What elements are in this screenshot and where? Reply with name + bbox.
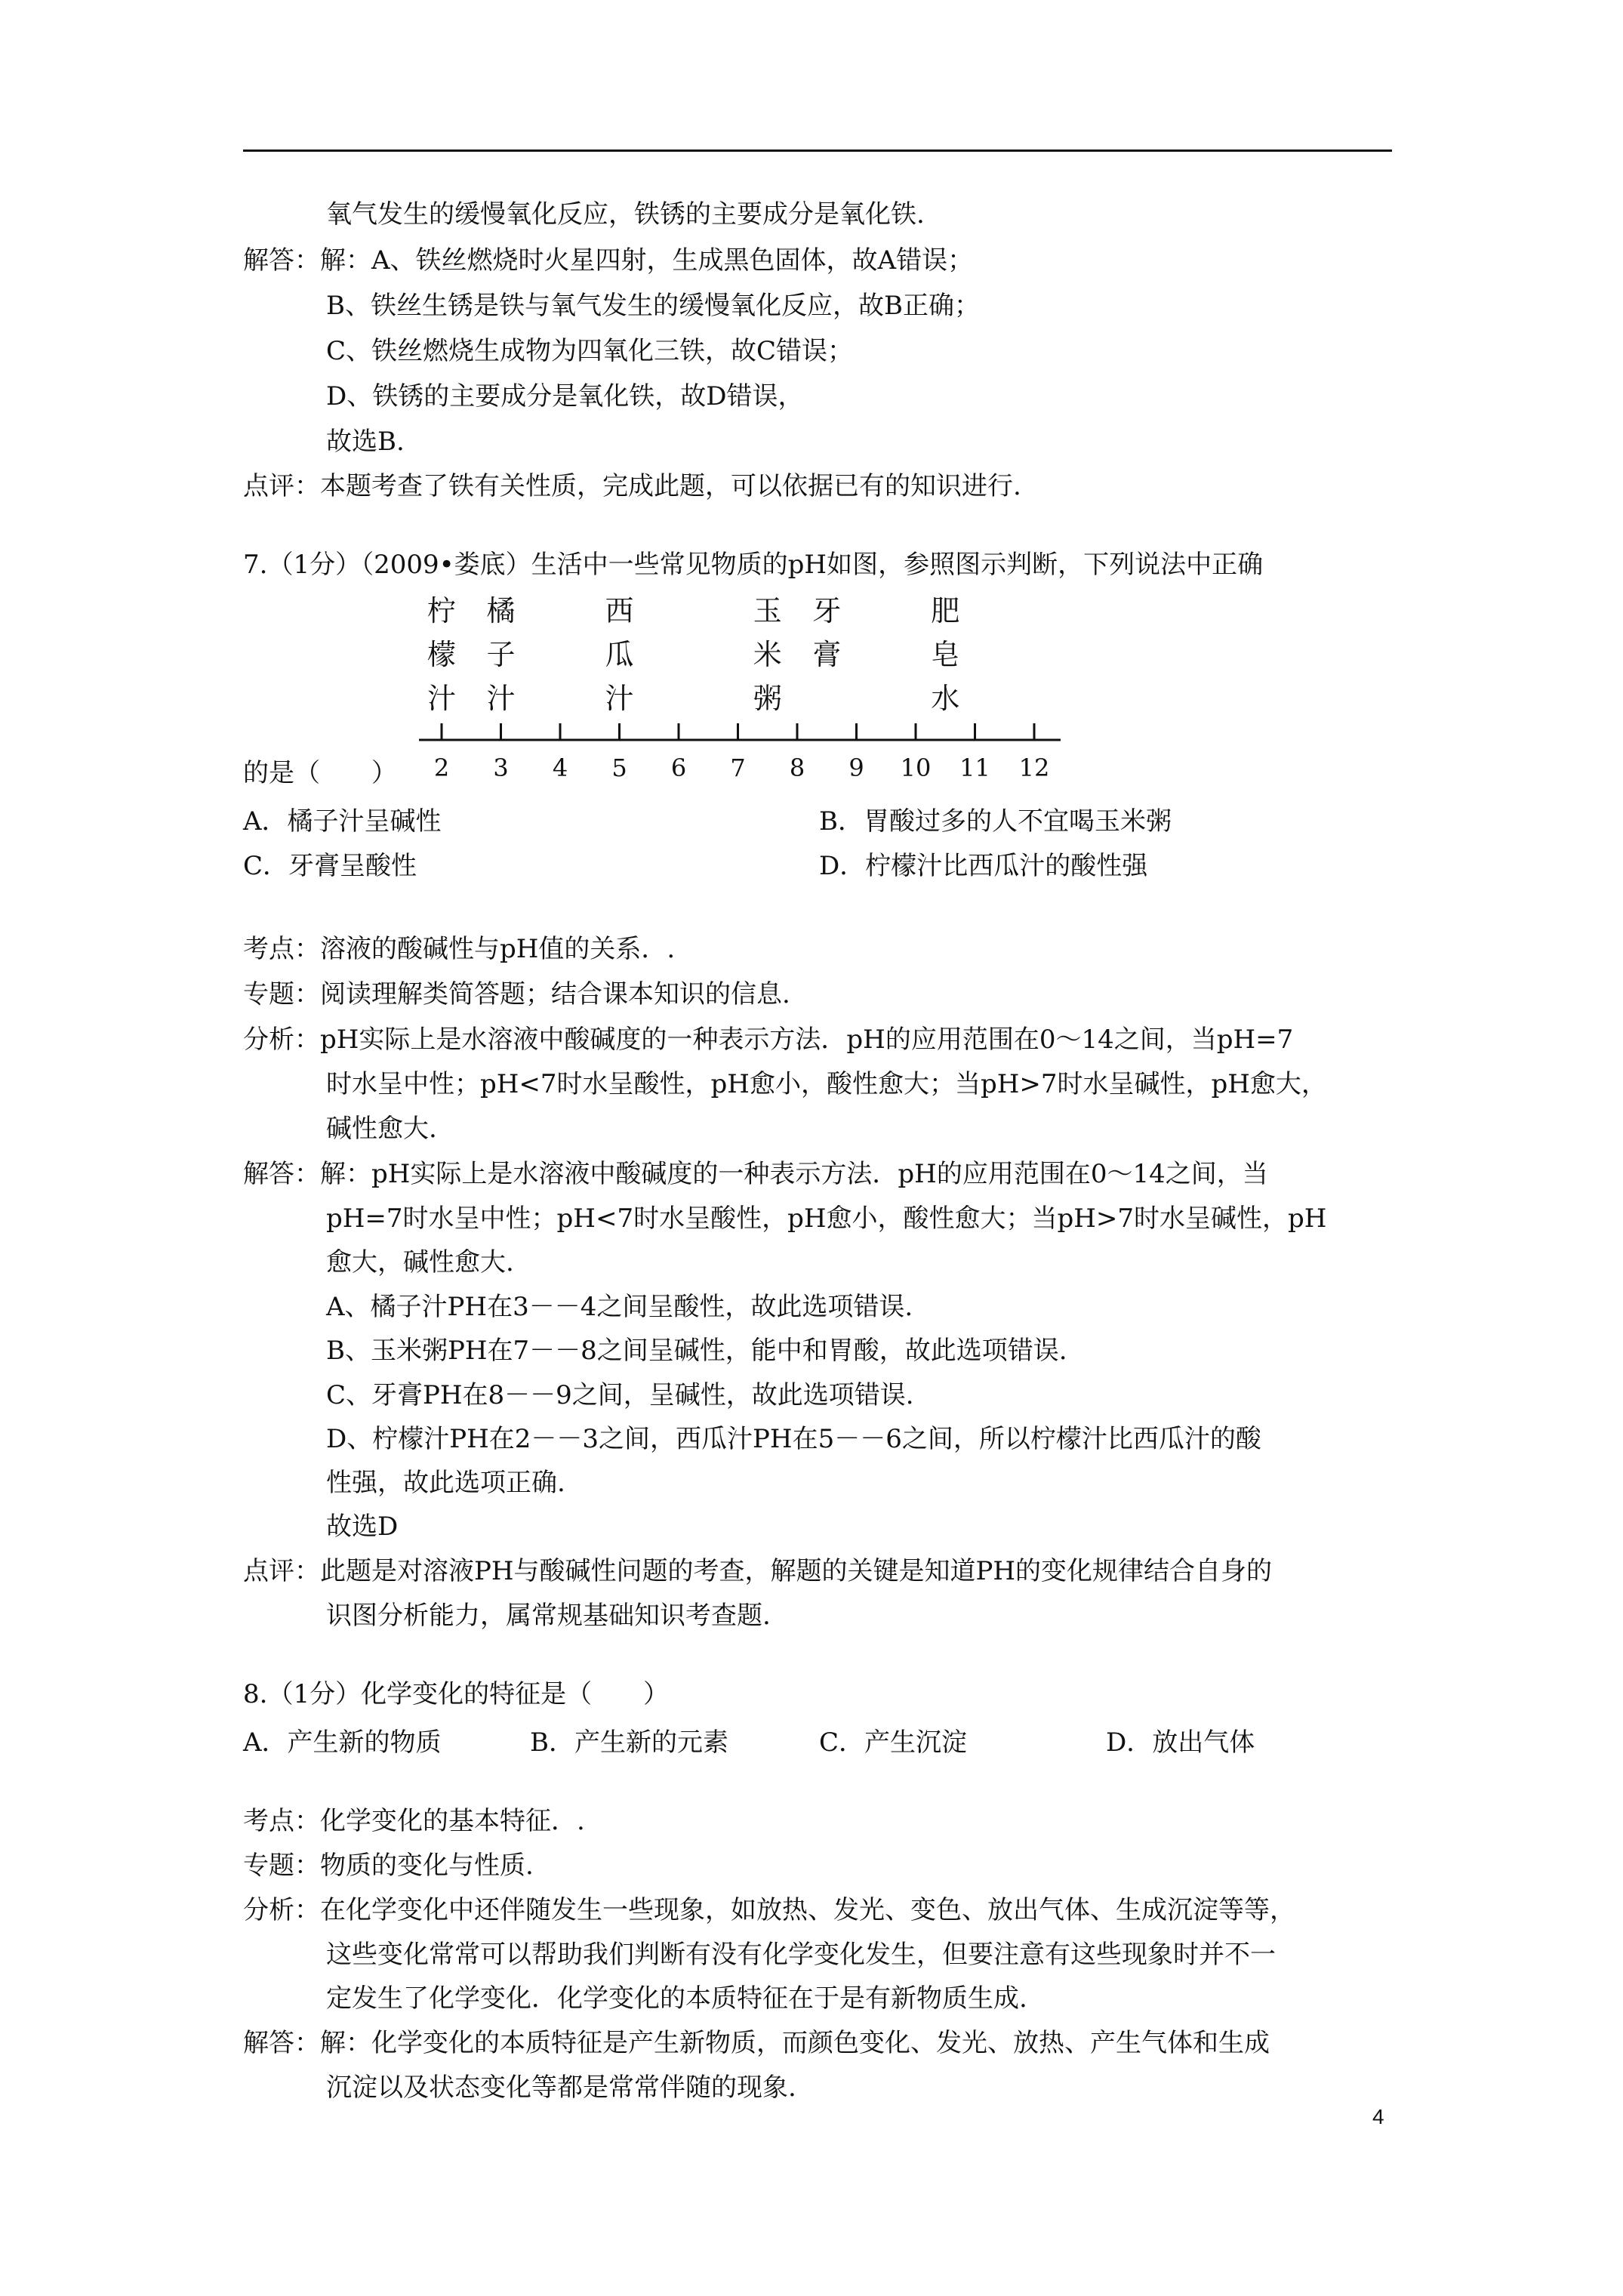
text-line: 碱性愈大. [326,1114,437,1144]
text-line: C、铁丝燃烧生成物为四氧化三铁，故C错误； [326,336,854,366]
ph-tick-label: 5 [611,754,627,782]
ph-scale-figure [419,589,1076,800]
ph-substance-label: 牙 [812,594,842,627]
ph-substance-label: 粥 [753,682,782,715]
text-line: 点评：本题考查了铁有关性质，完成此题，可以依据已有的知识进行. [243,471,1021,501]
text-line: 专题：阅读理解类简答题；结合课本知识的信息. [243,979,790,1009]
ph-substance-label: 子 [486,638,516,671]
option-a: A．产生新的物质 [243,1727,442,1758]
ph-substance-label: 檬 [427,638,457,671]
ph-substance-label: 瓜 [605,638,634,671]
text-line: 分析：pH实际上是水溶液中酸碱度的一种表示方法．pH的应用范围在0～14之间，当pH=7 [243,1025,1294,1055]
question-7-stem-end: 的是（ ） [243,758,397,788]
ph-substance-label: 肥 [931,594,960,627]
text-line: 故选B. [326,427,405,457]
ph-tick-label: 10 [900,754,932,782]
ph-substance-label: 米 [753,638,782,671]
ph-tick-label: 2 [433,754,450,782]
text-line: 性强，故此选项正确. [326,1468,565,1498]
ph-substance-label: 玉 [753,594,782,627]
text-line: 解答：解：pH实际上是水溶液中酸碱度的一种表示方法．pH的应用范围在0～14之间，当 [243,1159,1268,1189]
text-line: 分析：在化学变化中还伴随发生一些现象，如放热、发光、变色、放出气体、生成沉淀等等， [243,1895,1295,1925]
ph-tick-label: 6 [670,754,687,782]
ph-substance-label: 西 [605,594,634,627]
text-line: D、铁锈的主要成分是氧化铁，故D错误， [326,381,804,411]
text-line: 氧气发生的缓慢氧化反应，铁锈的主要成分是氧化铁. [326,199,925,230]
ph-tick-label: 11 [959,754,990,782]
text-line: B、玉米粥PH在7－－8之间呈碱性，能中和胃酸，故此选项错误. [326,1336,1067,1366]
ph-substance-label: 汁 [427,682,457,715]
ph-substance-label: 汁 [486,682,516,715]
ph-tick-label: 12 [1018,754,1050,782]
ph-tick-label: 4 [552,754,568,782]
ph-substance-label: 皂 [931,638,960,671]
text-line: 考点：化学变化的基本特征．. [243,1806,585,1836]
text-line: 这些变化常常可以帮助我们判断有没有化学变化发生，但要注意有这些现象时并不一 [326,1940,1276,1970]
option-d: D．放出气体 [1106,1727,1255,1758]
ph-tick-label: 3 [493,754,509,782]
text-line: 专题：物质的变化与性质. [243,1851,534,1881]
text-line: 解答：解：A、铁丝燃烧时火星四射，生成黑色固体，故A错误； [243,245,974,276]
text-line: D、柠檬汁PH在2－－3之间，西瓜汁PH在5－－6之间，所以柠檬汁比西瓜汁的酸 [326,1424,1261,1454]
ph-substance-label: 橘 [486,594,516,627]
text-line: A、橘子汁PH在3－－4之间呈酸性，故此选项错误. [326,1292,913,1322]
ph-substance-label: 水 [931,682,960,715]
header-rule [243,149,1392,152]
text-line: 时水呈中性；pH<7时水呈酸性，pH愈小，酸性愈大；当pH>7时水呈碱性，pH愈大， [326,1069,1327,1099]
option-c: C．产生沉淀 [819,1727,968,1758]
text-line: 识图分析能力，属常规基础知识考查题. [326,1601,771,1631]
text-line: 沉淀以及状态变化等都是常常伴随的现象. [326,2073,796,2103]
question-7-stem: 7.（1分）（2009•娄底）生活中一些常见物质的pH如图，参照图示判断，下列说法中正确 [243,550,1264,580]
question-8-stem: 8.（1分）化学变化的特征是（ ） [243,1679,670,1709]
ph-substance-label: 柠 [427,594,457,627]
text-line: C、牙膏PH在8－－9之间，呈碱性，故此选项错误. [326,1380,914,1410]
ph-tick-label: 7 [730,754,746,782]
ph-substance-label: 汁 [605,682,634,715]
option-b: B．产生新的元素 [530,1727,728,1758]
option-a: A．橘子汁呈碱性 [243,806,442,837]
text-line: 故选D [326,1512,399,1542]
text-line: 愈大，碱性愈大. [326,1247,514,1277]
option-d: D．柠檬汁比西瓜汁的酸性强 [819,851,1148,881]
ph-tick-label: 9 [848,754,864,782]
text-line: 点评：此题是对溶液PH与酸碱性问题的考查，解题的关键是知道PH的变化规律结合自身的 [243,1556,1273,1586]
text-line: B、铁丝生锈是铁与氧气发生的缓慢氧化反应，故B正确； [326,291,980,321]
text-line: 解答：解：化学变化的本质特征是产生新物质，而颜色变化、发光、放热、产生气体和生成 [243,2028,1270,2058]
option-c: C．牙膏呈酸性 [243,851,417,881]
ph-substance-label: 膏 [812,638,842,671]
option-b: B．胃酸过多的人不宜喝玉米粥 [819,806,1172,837]
text-line: pH=7时水呈中性；pH<7时水呈酸性，pH愈小，酸性愈大；当pH>7时水呈碱性，pH [326,1203,1327,1234]
text-line: 定发生了化学变化．化学变化的本质特征在于是有新物质生成. [326,1983,1027,2014]
ph-tick-label: 8 [789,754,805,782]
text-line: 考点：溶液的酸碱性与pH值的关系．. [243,934,676,964]
page-number: 4 [1372,2105,1384,2128]
